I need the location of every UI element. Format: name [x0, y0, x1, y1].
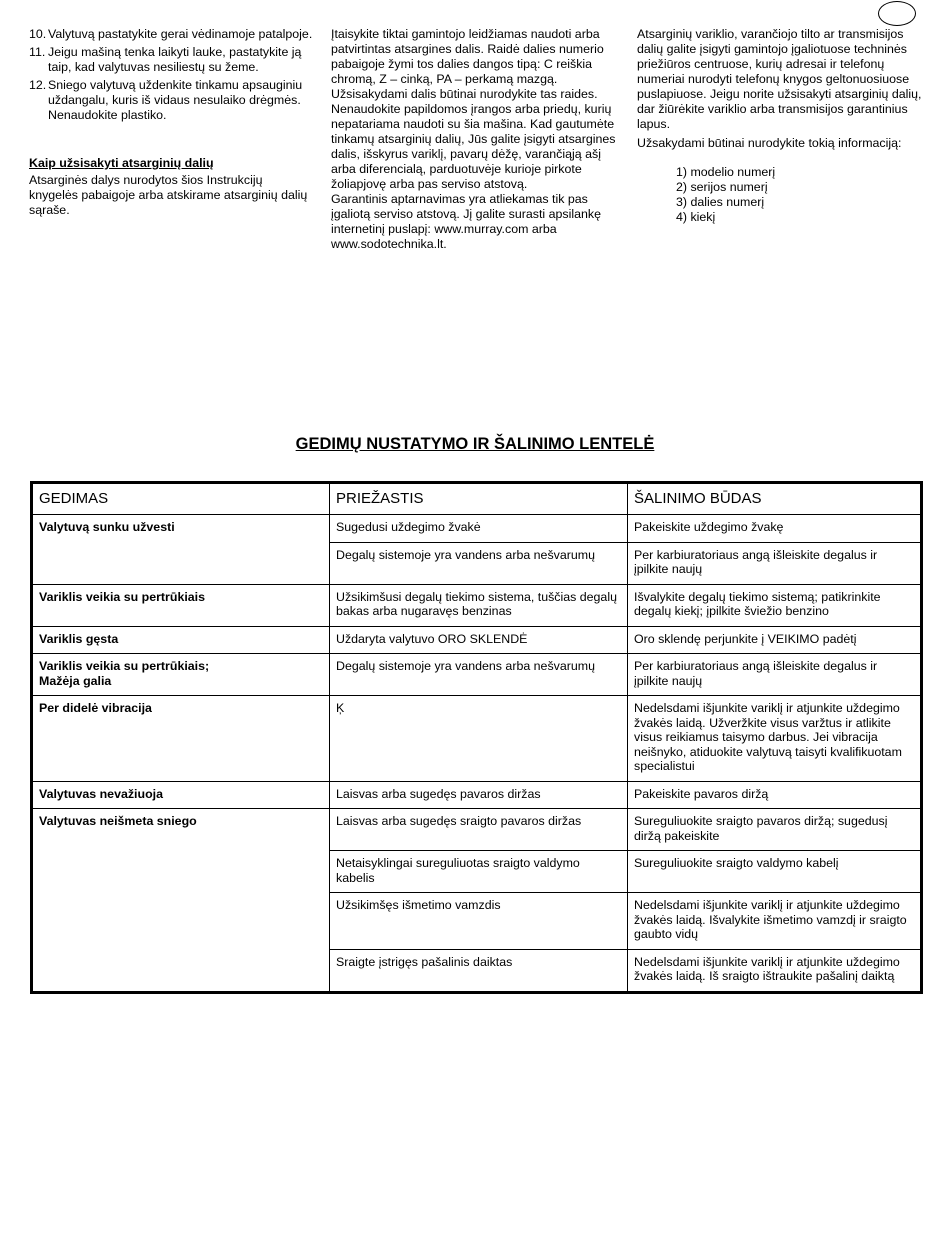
table-row — [32, 626, 922, 654]
order-info-list — [676, 165, 929, 225]
cause-cell: Sugedusi uždegimo žvakė — [330, 515, 628, 543]
engine-parts-paragraph: Atsarginių variklio, varančiojo tilto ar transmisijos dalių galite įsigyti gamintojo įgaliotuose techninės priežiūros centruose, kurių adresai ir telefonų numeriai nurodyti telefonų knygos geltonuosiuose puslapiuose. Jeigu norite užsisakyti atsarginių dalių, dar žiūrėkite variklio arba transmisijos garantinius lapus. — [637, 27, 922, 131]
remedy-cell: Pakeiskite uždegimo žvakę — [628, 515, 922, 543]
parts-paragraph: Įtaisykite tiktai gamintojo leidžiamas naudoti arba patvirtintas atsargines dalis. Raidė dalies numerio pabaigoje žymi tos dalies dangos tipą: C reiškia chromą, Z – cinką, PA – perkamą mazgą. Užsisakydami dalis būtinai nurodykite tas raides. Nenaudokite papildomos įrangos arba priedų, kurių nepatariama naudoti su šia mašina. Kad gautumėte tinkamų atsarginių dalių, Jūs galite įsigyti atsargines dalis, išskyrus variklį, pavarų dėžę, varančiąją ašį arba diferencialą, parduotuvėje kurioje pirkote žoliapjovę arba pas serviso atstovą. — [331, 27, 616, 191]
list-item: 11. Jeigu mašiną tenka laikyti lauke, pastatykite ją taip, kad valytuvas nesiliestų su žeme. — [29, 45, 302, 74]
remedy-cell: Pakeiskite pavaros diržą — [628, 781, 922, 809]
table-header-row — [32, 483, 922, 515]
list-item: 1) modelio numerį — [676, 165, 776, 179]
order-parts-paragraph: Atsarginės dalys nurodytos šios Instrukcijų knygelės pabaigoje arba atskirame atsarginių dalių sąraše. — [29, 173, 308, 217]
problem-cell: Per didelė vibracija — [32, 696, 330, 782]
cause-cell: Sraigte įstrigęs pašalinis daiktas — [330, 949, 628, 992]
order-info-paragraph: Užsakydami būtinai nurodykite tokią informaciją: — [637, 136, 902, 150]
list-item: 3) dalies numerį — [676, 195, 765, 209]
table-row — [32, 696, 922, 782]
order-parts-heading: Kaip užsisakyti atsarginių dalių — [29, 156, 214, 170]
language-badge-oval — [878, 1, 916, 26]
table-row — [32, 515, 922, 543]
remedy-cell: Nedelsdami išjunkite variklį ir atjunkite uždegimo žvakės laidą. Iš sraigto ištraukite pašalinį daiktą — [628, 949, 922, 992]
problem-cell: Valytuvas neišmeta sniego — [32, 809, 330, 993]
remedy-cell: Sureguliuokite sraigto pavaros diržą; sugedusį diržą pakeiskite — [628, 809, 922, 851]
left-column — [29, 27, 314, 218]
table-row — [32, 584, 922, 626]
problem-cell: Valytuvas nevažiuoja — [32, 781, 330, 809]
list-item: 2) serijos numerį — [676, 180, 768, 194]
list-item: 12. Sniego valytuvą uždenkite tinkamu apsauginiu uždangalu, kuris iš vidaus nesulaiko drėgmės. Nenaudokite plastiko. — [29, 78, 303, 122]
cause-cell: Netaisyklingai sureguliuotas sraigto valdymo kabelis — [330, 851, 628, 893]
troubleshooting-title: GEDIMŲ NUSTATYMO IR ŠALINIMO LENTELĖ — [295, 435, 655, 453]
cause-cell: Laisvas arba sugedęs sraigto pavaros diržas — [330, 809, 628, 851]
list-item: 10. Valytuvą pastatykite gerai vėdinamoje patalpoje. — [29, 27, 313, 41]
list-item: 4) kiekį — [676, 210, 716, 224]
problem-cell: Valytuvą sunku užvesti — [32, 515, 330, 585]
table-row — [32, 809, 922, 851]
cause-cell: Uždaryta valytuvo ORO SKLENDĖ — [330, 626, 628, 654]
remedy-cell: Sureguliuokite sraigto valdymo kabelį — [628, 851, 922, 893]
troubleshooting-table — [30, 481, 923, 994]
middle-column — [331, 27, 621, 252]
cause-cell: Užsikimšusi degalų tiekimo sistema, tuščias degalų bakas arba nugaravęs benzinas — [330, 584, 628, 626]
remedy-cell: Išvalykite degalų tiekimo sistemą; patikrinkite degalų kiekį; įpilkite šviežio benzino — [628, 584, 922, 626]
problem-cell: Variklis veikia su pertrūkiais — [32, 584, 330, 626]
cause-cell: Degalų sistemoje yra vandens arba nešvarumų — [330, 654, 628, 696]
problem-line: Variklis veikia su pertrūkiais; — [39, 659, 210, 673]
table-row — [32, 654, 922, 696]
problem-cell: Variklis gęsta — [32, 626, 330, 654]
cause-cell: Užsikimšęs išmetimo vamzdis — [330, 893, 628, 950]
header-problem: GEDIMAS — [32, 483, 330, 515]
problem-cell — [32, 654, 330, 696]
cause-cell: Ķ — [330, 696, 628, 782]
remedy-cell: Nedelsdami išjunkite variklį ir atjunkite uždegimo žvakės laidą. Išvalykite išmetimo vamzdį ir sraigto gaubto vidų — [628, 893, 922, 950]
storage-instructions-list — [29, 27, 314, 123]
table-row — [32, 781, 922, 809]
remedy-cell: Per karbiuratoriaus angą išleiskite degalus ir įpilkite naujų — [628, 542, 922, 584]
remedy-cell: Nedelsdami išjunkite variklį ir atjunkite uždegimo žvakės laidą. Užveržkite visus varžtus ir atlikite visus reikiamus taisymo darbus. Jei vibracija neišnyko, atiduokite valytuvą taisyti kvalifikuotam specialistui — [628, 696, 922, 782]
remedy-cell: Per karbiuratoriaus angą išleiskite degalus ir įpilkite naujų — [628, 654, 922, 696]
cause-cell: Laisvas arba sugedęs pavaros diržas — [330, 781, 628, 809]
right-column — [637, 27, 929, 225]
header-remedy: ŠALINIMO BŪDAS — [628, 483, 922, 515]
problem-line: Mažėja galia — [39, 673, 112, 688]
warranty-paragraph: Garantinis aptarnavimas yra atliekamas tik pas įgaliotą serviso atstovą. Jį galite surasti apsilankę internetinį puslapį: www.murray.com arba www.sodotechnika.lt. — [331, 192, 601, 251]
header-cause: PRIEŽASTIS — [330, 483, 628, 515]
cause-cell: Degalų sistemoje yra vandens arba nešvarumų — [330, 542, 628, 584]
remedy-cell: Oro sklendę perjunkite į VEIKIMO padėtį — [628, 626, 922, 654]
